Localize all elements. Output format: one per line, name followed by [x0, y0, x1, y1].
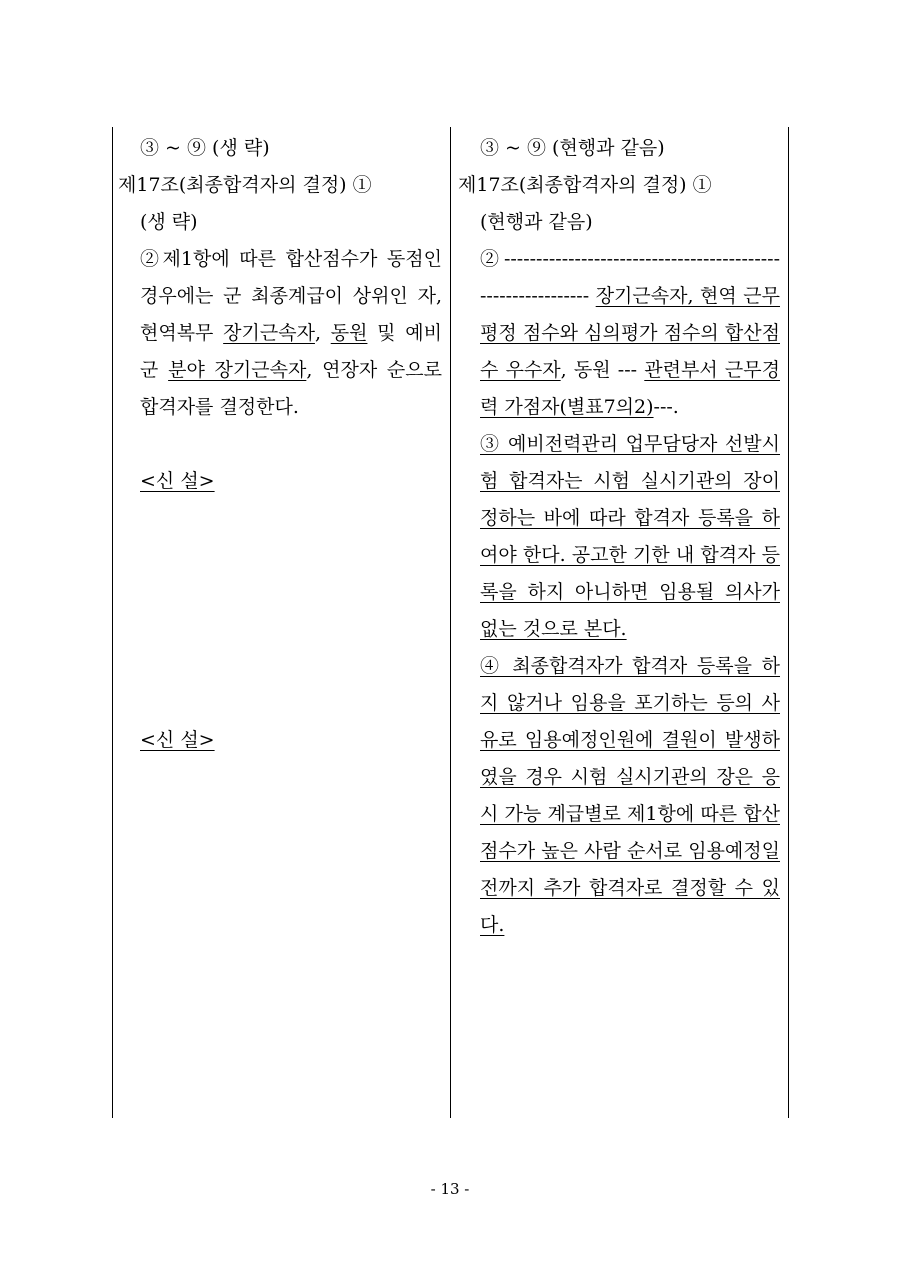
- amended-phrase: 동원: [330, 322, 368, 344]
- article-17-para2-amended: ②------------------------------------------------------------ 장기근속자, 현역 근무평정 점수와 심의평가 점수의 합산점수 우수자, 동원 --- 관련부서 근무경력 가점자(별표7의2)---.: [480, 248, 780, 418]
- column-divider-line: [450, 127, 451, 1118]
- newly-established-marker-1: <신 설>: [140, 470, 215, 492]
- article-17-para3-amended: ③ 예비전력관리 업무담당자 선발시험 합격자는 시험 실시기관의 장이 정하는 바에 따라 합격자 등록을 하여야 한다. 공고한 기한 내 합격자 등록을 하지 아니하면 임용될 의사가 없는 것으로 본다.: [480, 433, 780, 640]
- amended-phrase: 분야 장기근속자: [168, 359, 307, 381]
- amended-phrase: 장기근속자: [223, 322, 315, 344]
- article-17-heading-current: [118, 167, 442, 204]
- right-border-line: [788, 127, 789, 1118]
- current-text-column: [118, 130, 442, 759]
- article-17-para1-current: (생 략): [140, 211, 198, 233]
- amended-phrase: 관련부서 근무경력 가점자(별표7의2): [480, 359, 780, 418]
- article-17-title: 제17조(최종합격자의 결정) ①: [458, 174, 712, 196]
- newly-established-marker-2: <신 설>: [140, 729, 215, 751]
- page-number: - 13 -: [430, 1180, 470, 1198]
- clause-3-9-amended: ③ ~ ⑨ (현행과 같음): [480, 137, 665, 159]
- article-17-para2-current: ②제1항에 따른 합산점수가 동점인 경우에는 군 최종계급이 상위인 자, 현역복무 장기근속자, 동원 및 예비군 분야 장기근속자, 연장자 순으로 합격자를 결정한다.: [140, 248, 442, 418]
- article-17-para1-amended: (현행과 같음): [480, 211, 593, 233]
- article-17-heading-amended: [458, 167, 780, 204]
- article-17-title: 제17조(최종합격자의 결정) ①: [118, 174, 372, 196]
- amended-phrase: 장기근속자, 현역 근무평정 점수와 심의평가 점수의 합산점수 우수자: [480, 285, 780, 381]
- amended-text-column: [458, 130, 780, 944]
- article-17-para4-amended: ④ 최종합격자가 합격자 등록을 하지 않거나 임용을 포기하는 등의 사유로 임용예정인원에 결원이 발생하였을 경우 시험 실시기관의 장은 응시 가능 계급별로 제1항에 따른 합산점수가 높은 사람 순서로 임용예정일 전까지 추가 합격자로 결정할 수 있다.: [480, 655, 780, 936]
- clause-3-9-current: ③ ~ ⑨ (생 략): [140, 137, 270, 159]
- left-border-line: [112, 127, 113, 1118]
